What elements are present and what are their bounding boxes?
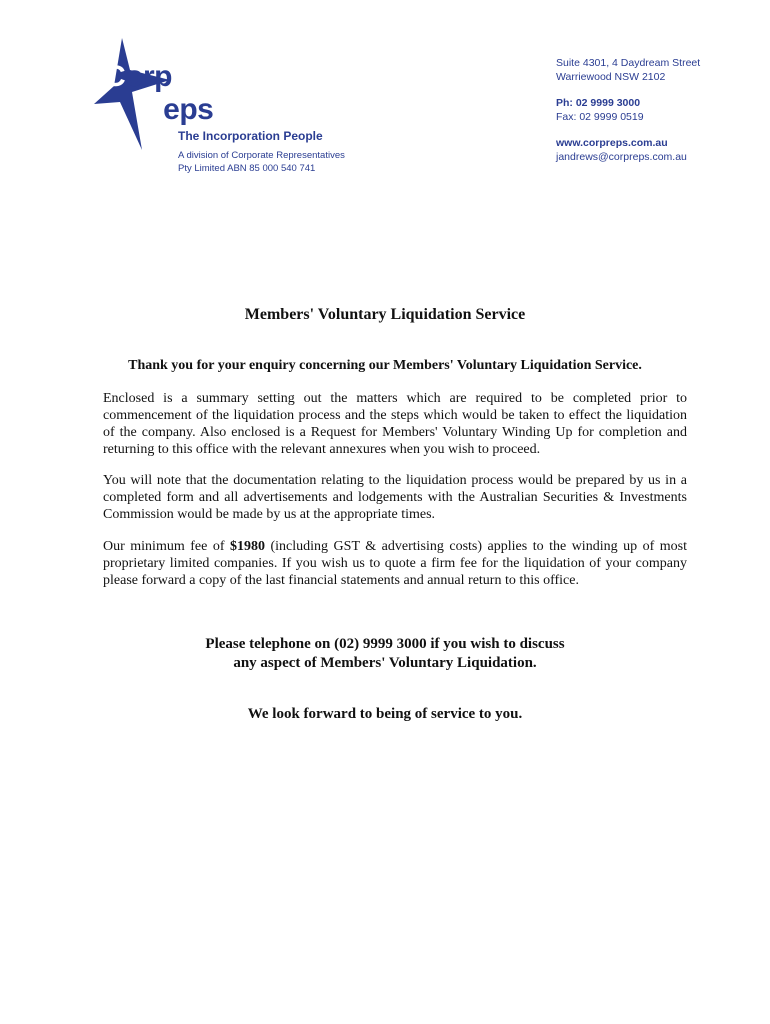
logo-word-corp [104, 62, 172, 92]
logo-tagline: The Incorporation People [178, 129, 323, 143]
call-to-action [0, 635, 770, 673]
document-title: Members' Voluntary Liquidation Service [244, 306, 526, 323]
logo-corp-initial: C [104, 60, 126, 93]
fee-amount: $1980 [230, 539, 265, 554]
division-line-2: Pty Limited ABN 85 000 540 741 [178, 163, 316, 174]
division-line-1: A division of Corporate Representatives [178, 150, 345, 161]
closing-line: We look forward to being of service to you. [247, 706, 523, 722]
contact-block [556, 56, 756, 164]
address-line-2: Warriewood NSW 2102 [556, 71, 666, 83]
fee-text-after: (including GST & advertising costs) applies to the winding up of most proprietary limited companies. If you wish us to quote a firm fee for the liquidation of your company please forward a copy of the last financial statements and annual return to this office. [103, 539, 687, 588]
paragraph-fee [103, 538, 687, 589]
phone-number: Ph: 02 9999 3000 [556, 97, 641, 109]
fee-text-before: Our minimum fee of [103, 539, 230, 554]
call-to-action-line-2: any aspect of Members' Voluntary Liquidation. [233, 655, 537, 671]
call-to-action-line-1: Please telephone on (02) 9999 3000 if you wish to discuss [205, 636, 565, 652]
document-subtitle: Thank you for your enquiry concerning our Members' Voluntary Liquidation Service. [128, 358, 642, 373]
corp-reps-logo [92, 38, 352, 178]
logo-corp-rest: orp [125, 60, 172, 93]
fax-number: Fax: 02 9999 0519 [556, 111, 644, 123]
company-division-info [178, 149, 345, 175]
address-line-1: Suite 4301, 4 Daydream Street [556, 57, 701, 69]
contact-spacer [556, 124, 756, 136]
paragraph-documentation: You will note that the documentation relating to the liquidation process would be prepared by us in a completed form and all advertisements and lodgements with the Australian Securities & Investments Commission would be made by us at the appropriate times. [103, 473, 687, 522]
logo-reps-rest: eps [163, 93, 214, 126]
paragraph-enclosed-summary: Enclosed is a summary setting out the matters which are required to be completed prior to commencement of the liquidation process and the steps which would be taken to effect the liquidation of the company. Also enclosed is a Request for Members' Voluntary Winding Up for completion and returning to this office with the relevant annexures when you wish to proceed. [103, 391, 687, 457]
email-link[interactable]: jandrews@corpreps.com.au [556, 151, 687, 163]
logo-word-reps [142, 95, 213, 125]
logo-reps-initial: R [142, 93, 164, 126]
contact-spacer [556, 84, 756, 96]
website-link[interactable]: www.corpreps.com.au [556, 137, 668, 149]
